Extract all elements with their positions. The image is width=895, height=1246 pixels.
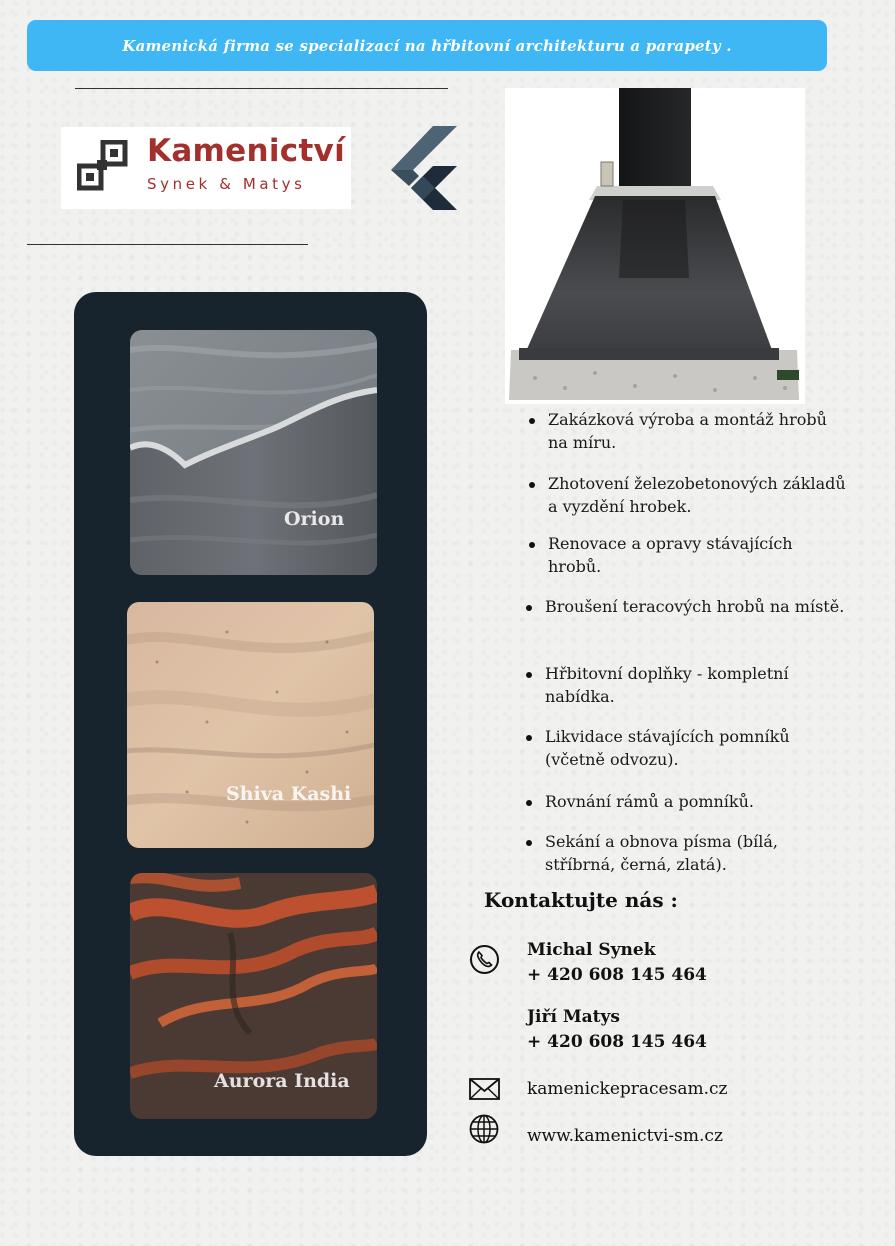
service-item: Zakázková výroba a montáž hrobů na míru. bbox=[522, 408, 848, 454]
service-item: Rovnání rámů a pomníků. bbox=[519, 790, 845, 813]
stone-label-shiva-kashi: Shiva Kashi bbox=[226, 783, 352, 805]
contact-phone-2[interactable]: + 420 608 145 464 bbox=[527, 1032, 707, 1052]
stone-swatch-shiva-kashi bbox=[127, 602, 374, 848]
contact-title: Kontaktujte nás : bbox=[484, 888, 678, 912]
service-item: Renovace a opravy stávajících hrobů. bbox=[522, 532, 848, 578]
logo-title: Kamenictví bbox=[147, 133, 345, 169]
service-item: Sekání a obnova písma (bílá, stříbrná, černá, zlatá). bbox=[519, 830, 845, 876]
contact-email[interactable]: kamenickepracesam.cz bbox=[527, 1079, 728, 1099]
grave-monument-image bbox=[505, 88, 805, 404]
contact-website[interactable]: www.kamenictvi-sm.cz bbox=[527, 1126, 723, 1146]
stone-label-orion: Orion bbox=[284, 508, 345, 530]
stone-label-aurora-india: Aurora India bbox=[214, 1070, 350, 1092]
flutter-logo-icon bbox=[389, 126, 459, 212]
globe-icon bbox=[469, 1114, 499, 1144]
orion-texture bbox=[130, 330, 377, 575]
logo-subtitle: Synek & Matys bbox=[147, 175, 306, 193]
shiva-kashi-texture bbox=[127, 602, 374, 848]
header-banner bbox=[27, 20, 827, 71]
logo-squares-icon bbox=[77, 140, 129, 192]
stone-swatch-orion bbox=[130, 330, 377, 575]
service-item: Hřbitovní doplňky - kompletní nabídka. bbox=[519, 662, 845, 708]
stone-swatch-aurora-india bbox=[130, 873, 377, 1119]
service-item: Zhotovení železobetonových základů a vyzdění hrobek. bbox=[522, 472, 848, 518]
contact-name-1: Michal Synek bbox=[527, 940, 656, 960]
company-logo bbox=[61, 127, 351, 209]
contact-name-2: Jiří Matys bbox=[527, 1007, 620, 1027]
contact-phone-1[interactable]: + 420 608 145 464 bbox=[527, 965, 707, 985]
banner-text: Kamenická firma se specializací na hřbitovní architekturu a parapety . bbox=[122, 36, 732, 55]
service-item: Broušení teracových hrobů na místě. bbox=[519, 595, 845, 618]
divider-top bbox=[75, 88, 448, 89]
envelope-icon bbox=[469, 1078, 500, 1100]
divider-mid bbox=[27, 244, 308, 245]
service-item: Likvidace stávajících pomníků (včetně odvozu). bbox=[519, 725, 845, 771]
phone-icon bbox=[469, 944, 500, 975]
stone-samples-panel bbox=[74, 292, 427, 1156]
